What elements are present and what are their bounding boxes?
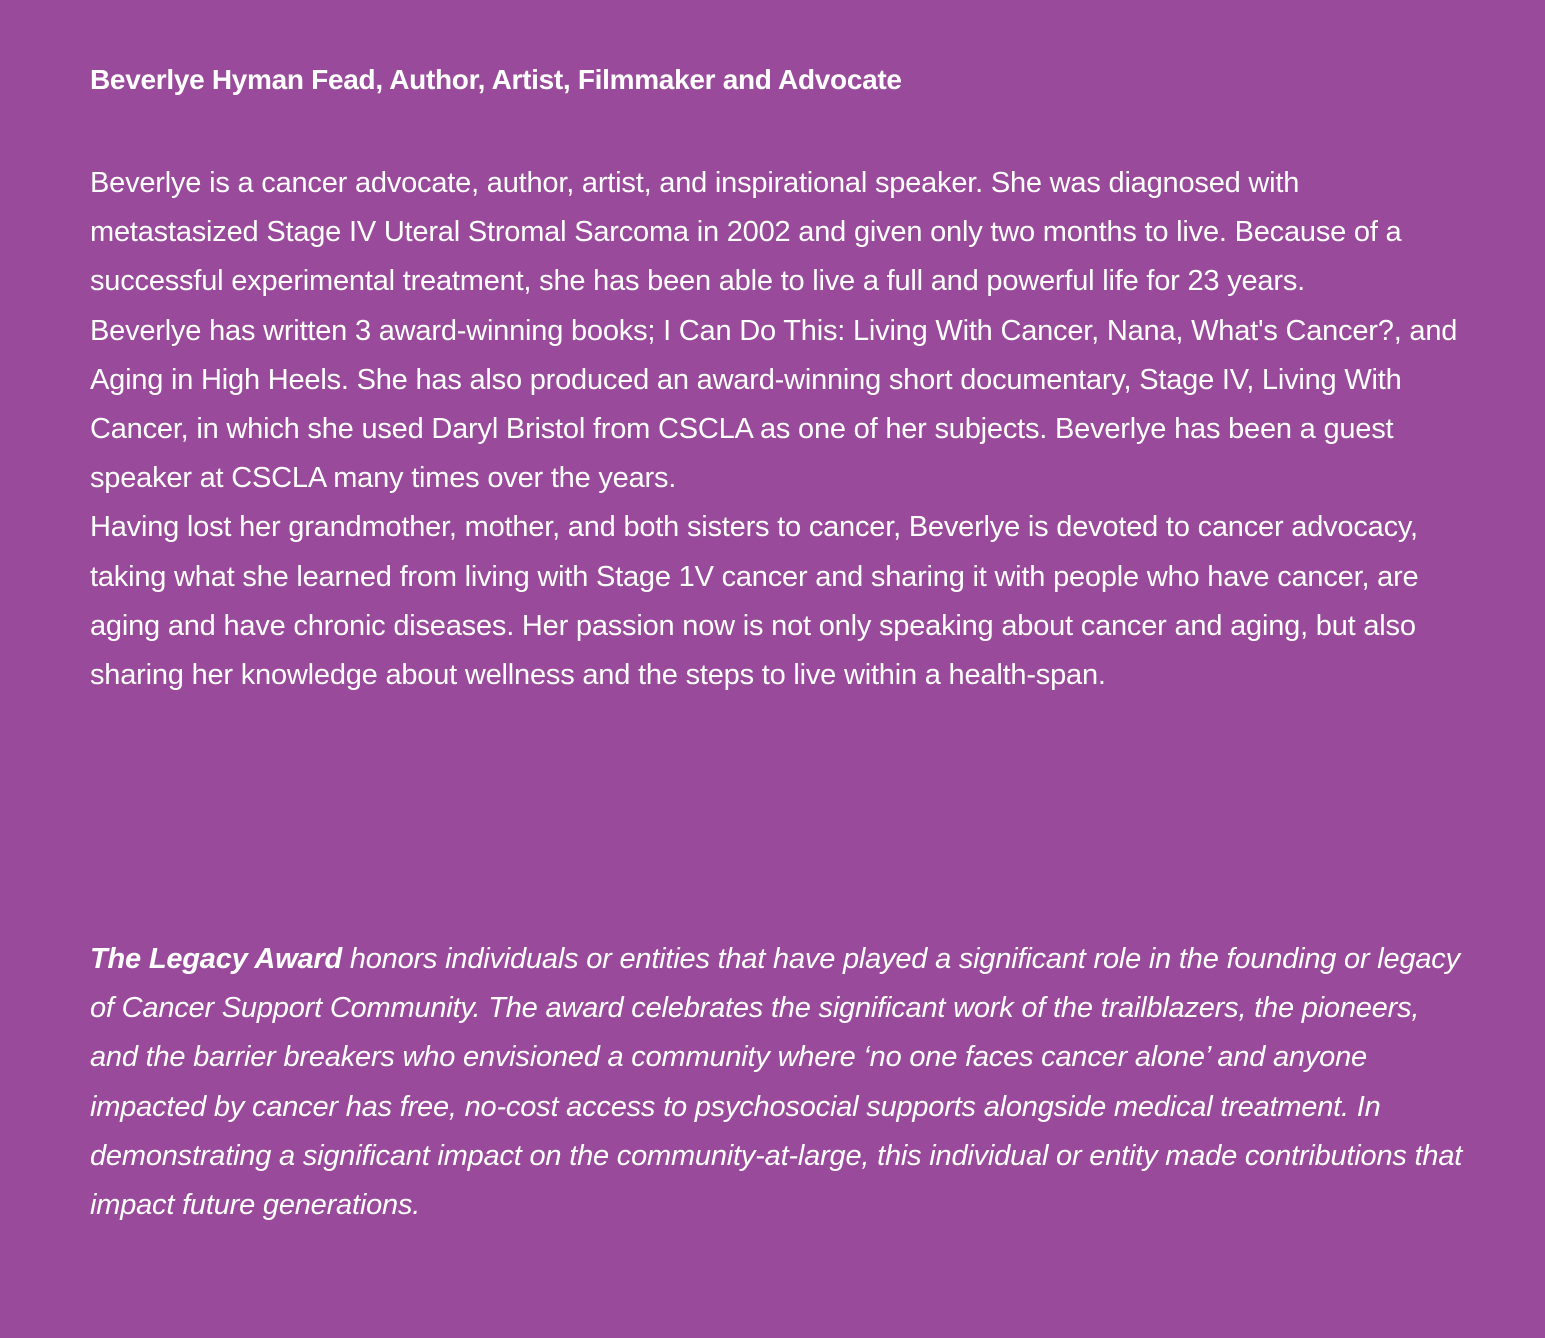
bio-paragraph-3: Having lost her grandmother, mother, and both sisters to cancer, Beverlye is devoted to cancer advocacy, taking what she learned from living with Stage 1V cancer and sharing it with people who have cancer, are aging and have chronic diseases. Her passion now is not only speaking about cancer and aging, but also sharing her knowledge about wellness and the steps to live within a health-span.: [90, 511, 1419, 692]
award-description: honors individuals or entities that have played a significant role in the founding or legacy of Cancer Support Community. The award celebrates the significant work of the trailblazers, the pioneers, and the barrier breakers who envisioned a community where ‘no one faces cancer alone’ and anyone impacted by cancer has free, no-cost access to psychosocial supports alongside medical treatment. In demonstrating a significant impact on the community-at-large, this individual or entity made contributions that impact future generations.: [90, 943, 1463, 1222]
bio-paragraph-1: Beverlye is a cancer advocate, author, artist, and inspirational speaker. She was diagnosed with metastasized Stage IV Uteral Stromal Sarcoma in 2002 and given only two months to live. Because of a successful experimental treatment, she has been able to live a full and powerful life for 23 years.: [90, 167, 1402, 298]
award-description-block: [90, 935, 1470, 1230]
bio-paragraph-2: Beverlye has written 3 award-winning books; I Can Do This: Living With Cancer, Nana, What's Cancer?, and Aging in High Heels. She has also produced an award-winning short documentary, Stage IV, Living With Cancer, in which she used Daryl Bristol from CSCLA as one of her subjects. Beverlye has been a guest speaker at CSCLA many times over the years.: [90, 314, 1458, 495]
award-name: The Legacy Award: [90, 943, 342, 975]
honoree-section: [90, 60, 1470, 1222]
honoree-title: Beverlye Hyman Fead, Author, Artist, Filmmaker and Advocate: [90, 64, 902, 95]
honoree-bio: [90, 159, 1470, 700]
